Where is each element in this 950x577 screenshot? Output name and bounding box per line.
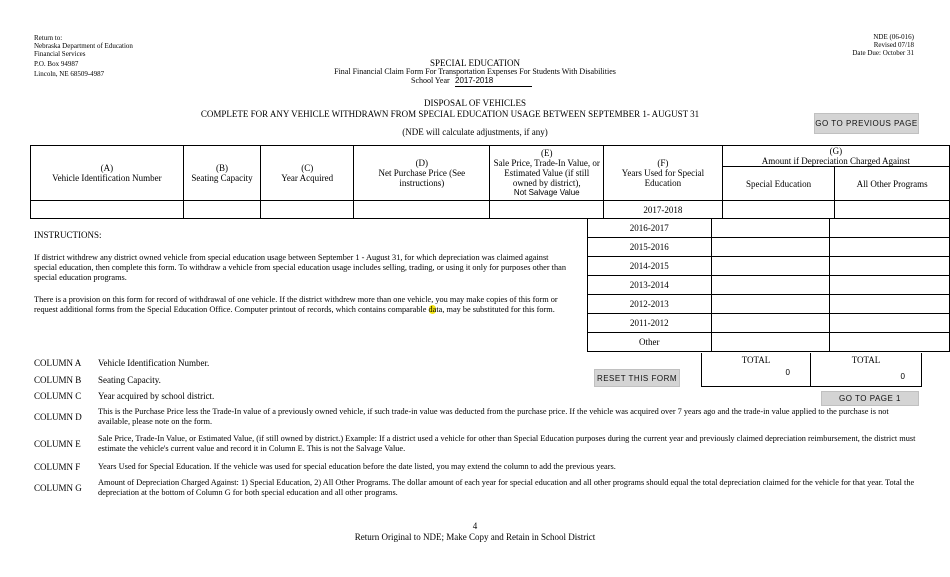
other-programs-amount-input[interactable] (829, 257, 949, 276)
return-line: Nebraska Department of Education (34, 42, 133, 50)
year-rows-table (587, 218, 950, 352)
col-f-header (604, 146, 723, 201)
return-address (34, 34, 133, 78)
go-to-previous-page-button[interactable]: GO TO PREVIOUS PAGE (814, 113, 919, 134)
form-title: SPECIAL EDUCATION (430, 58, 520, 68)
vehicle-table (30, 145, 950, 219)
column-d-description (34, 407, 919, 427)
special-ed-amount-input[interactable] (711, 219, 829, 238)
column-text: Year acquired by school district. (98, 391, 215, 401)
other-programs-amount-input[interactable] (829, 219, 949, 238)
year-label: 2015-2016 (588, 238, 712, 257)
seating-capacity-input[interactable] (183, 201, 260, 219)
instructions-heading: INSTRUCTIONS: (34, 230, 102, 240)
col-d-label: Net Purchase Price (See instructions) (378, 168, 466, 188)
column-g-description (34, 478, 919, 498)
col-c-header (261, 146, 354, 201)
form-number: NDE (06-016) (873, 33, 914, 41)
instructions-paragraph-2-end: ta, may be substituted for this form. (436, 305, 555, 314)
col-g-label: Amount if Depreciation Charged Against (761, 156, 911, 166)
col-e-label-2: Not Salvage Value (513, 188, 580, 197)
year-acquired-input[interactable] (261, 201, 354, 219)
col-g-special-header: Special Education (722, 167, 835, 201)
col-f-label: Years Used for Special Education (621, 168, 705, 188)
column-label: COLUMN D (34, 412, 82, 422)
revised-date: Revised 07/18 (873, 41, 914, 49)
return-line: Return to: (34, 34, 63, 42)
other-programs-amount-input[interactable] (829, 314, 949, 333)
col-b-header (183, 146, 260, 201)
special-ed-amount-input[interactable] (711, 276, 829, 295)
col-a-header (31, 146, 184, 201)
instructions-paragraph-1: If district withdrew any district owned vehicle from special education usage between September 1 - August 31, for which depreciation was claimed against special education, then complete this form. To withdraw a vehicle from special education usage includes selling, trading, or using it only for purposes other than special education programs. (34, 253, 566, 282)
return-line: Financial Services (34, 50, 86, 58)
sale-price-input[interactable] (490, 201, 604, 219)
col-f-letter: (F) (657, 158, 669, 168)
column-text: This is the Purchase Price less the Trade-In value of a previously owned vehicle, if such trade-in value was deducted from the purchase price. If the vehicle was acquired over 7 years ago and the trade-in value applied to the purchase is not available, please note on the form. (98, 407, 889, 426)
column-label: COLUMN B (34, 375, 82, 385)
reset-form-button[interactable]: RESET THIS FORM (594, 369, 680, 387)
form-meta (852, 33, 914, 57)
col-g-header (722, 146, 949, 167)
column-e-description (34, 434, 919, 454)
special-ed-amount-input[interactable] (711, 314, 829, 333)
return-line: Lincoln, NE 68509-4987 (34, 70, 105, 78)
section-subtitle: COMPLETE FOR ANY VEHICLE WITHDRAWN FROM SPECIAL EDUCATION USAGE BETWEEN SEPTEMBER 1- AUGUST 31 (200, 109, 700, 119)
column-label: COLUMN F (34, 462, 81, 472)
year-label: 2017-2018 (604, 201, 723, 219)
form-subtitle: Final Financial Claim Form For Transportation Expenses For Students With Disabilities (334, 67, 616, 76)
other-programs-amount-input[interactable] (829, 276, 949, 295)
column-f-description (34, 462, 919, 472)
other-programs-amount-input[interactable] (829, 238, 949, 257)
year-label: 2016-2017 (588, 219, 712, 238)
special-ed-amount-input[interactable] (711, 238, 829, 257)
col-g-other-header: All Other Programs (835, 167, 950, 201)
other-programs-amount-input[interactable] (829, 295, 949, 314)
other-programs-amount-input[interactable] (835, 201, 950, 219)
col-c-letter: (C) (301, 163, 314, 173)
special-ed-amount-input[interactable] (711, 295, 829, 314)
year-label: 2012-2013 (588, 295, 712, 314)
year-label: Other (588, 333, 712, 352)
col-c-label: Year Acquired (281, 173, 334, 183)
column-label: COLUMN E (34, 439, 81, 449)
special-ed-amount-input[interactable] (711, 257, 829, 276)
col-b-letter: (B) (216, 163, 229, 173)
col-d-header (354, 146, 490, 201)
special-ed-amount-input[interactable] (722, 201, 835, 219)
column-text: Sale Price, Trade-In Value, or Estimated Value, (if still owned by district.) Example: If a district used a vehicle for other than Special Education purposes during the current year and previously claimed depreciation reimbursement, the district must estimate the vehicle's current value and record it in Column E. This is not the Salvage Value. (98, 434, 916, 453)
year-label: 2013-2014 (588, 276, 712, 295)
col-a-label: Vehicle Identification Number (52, 173, 162, 183)
year-label: 2011-2012 (588, 314, 712, 333)
instructions-paragraph-2-text: There is a provision on this form for record of withdrawal of one vehicle. If the district withdrew more than one vehicle, you may make copies of this form or request additional forms from the Special Education Office. Computer printout of records, which contains comparable (34, 295, 558, 314)
highlighted-text: da (428, 305, 437, 314)
school-year-label: School Year (411, 76, 450, 85)
footer-text: Return Original to NDE; Make Copy and Retain in School District (354, 532, 596, 542)
column-label: COLUMN A (34, 358, 82, 368)
instructions-paragraph-2 (34, 295, 582, 315)
return-line: P.O. Box 94987 (34, 60, 79, 68)
column-c-description (34, 391, 794, 401)
col-g-letter: (G) (829, 146, 843, 156)
other-programs-amount-input[interactable] (829, 333, 949, 352)
total-special-ed-value: 0 (785, 368, 790, 377)
year-label: 2014-2015 (588, 257, 712, 276)
column-a-description (34, 358, 919, 368)
vin-input[interactable] (31, 201, 184, 219)
col-d-letter: (D) (415, 158, 429, 168)
go-to-page-1-button[interactable]: GO TO PAGE 1 (821, 391, 919, 406)
net-purchase-price-input[interactable] (354, 201, 490, 219)
section-heading: DISPOSAL OF VEHICLES (423, 98, 526, 108)
column-text: Seating Capacity. (98, 375, 161, 385)
total-label: TOTAL (851, 355, 881, 365)
column-text: Years Used for Special Education. If the vehicle was used for special education before the date listed, you may extend the column to add the previous years. (98, 462, 616, 471)
col-b-label: Seating Capacity (191, 173, 253, 183)
column-text: Vehicle Identification Number. (98, 358, 210, 368)
total-label: TOTAL (741, 355, 771, 365)
column-label: COLUMN C (34, 391, 82, 401)
column-text: Amount of Depreciation Charged Against: 1) Special Education, 2) All Other Programs. The dollar amount of each year for special education and all other programs should equal the total depreciation claimed for the vehicle for that year. Total the depreciation at the bottom of Column G for both special education and all other programs. (98, 478, 915, 497)
page-number: 4 (472, 521, 478, 531)
col-e-letter: (E) (541, 148, 553, 158)
column-b-description (34, 375, 574, 385)
column-label: COLUMN G (34, 483, 82, 493)
school-year-input[interactable]: 2017-2018 (455, 76, 532, 87)
col-a-letter: (A) (100, 163, 114, 173)
adjustment-note: (NDE will calculate adjustments, if any) (402, 127, 548, 137)
date-due: Date Due: October 31 (852, 49, 914, 57)
total-other-programs-value: 0 (900, 372, 905, 381)
col-e-header (490, 146, 604, 201)
special-ed-amount-input[interactable] (711, 333, 829, 352)
col-e-label: Sale Price, Trade-In Value, or Estimated Value (if still owned by district), (493, 158, 600, 188)
